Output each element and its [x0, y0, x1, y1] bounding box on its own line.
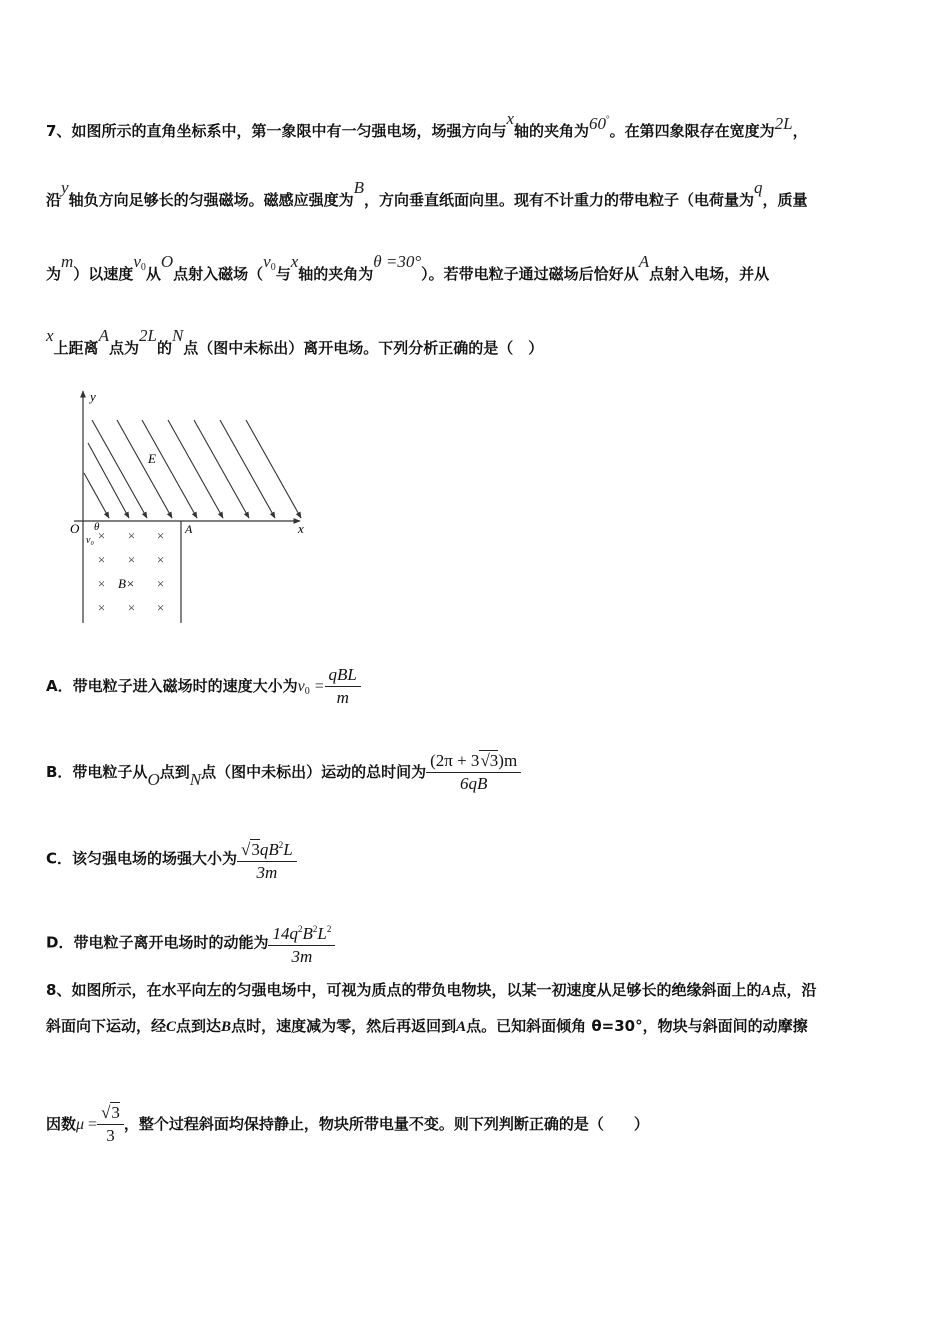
- math-symbol: y: [61, 178, 69, 197]
- math-symbol: N: [189, 770, 202, 789]
- math-symbol: A: [98, 326, 109, 345]
- x-axis-label: x: [298, 521, 304, 536]
- q7-line-4: x上距离A点为2L的N点（图中未标出）离开电场。下列分析正确的是（ ）: [46, 326, 544, 357]
- q7-line-1: 7、如图所示的直角坐标系中，第一象限中有一匀强电场，场强方向与x轴的夹角为60°。在第四象限存在宽度为2L，: [46, 109, 808, 140]
- fraction: $\frac{√3}{3}$: [97, 1102, 124, 1147]
- math-symbol: μ =: [76, 1116, 98, 1133]
- fraction: $\frac{(2\pi + 3√3)m}{6qB}$: [426, 750, 521, 795]
- math-symbol: q: [753, 178, 763, 197]
- svg-text:×: ×: [97, 576, 106, 591]
- math-symbol: x: [290, 252, 299, 271]
- math-symbol: x: [506, 109, 514, 128]
- svg-text:×: ×: [97, 600, 106, 615]
- E-label: E: [148, 451, 156, 466]
- q7-line-2: 沿y轴负方向足够长的匀强磁场。磁感应强度为B，方向垂直纸面向里。现有不计重力的带电粒子（电荷量为q，质量: [46, 178, 808, 209]
- origin-label: O: [70, 521, 80, 536]
- magnetic-field-crosses: [97, 528, 165, 615]
- q8-line-1: 8、如图所示，在水平向左的匀强电场中，可视为质点的带负电物块，以某一初速度从足够长的绝缘斜面上的A点，沿: [46, 981, 817, 999]
- math-symbol: 2L: [138, 326, 157, 345]
- math-symbol: $v_0$: [263, 252, 276, 273]
- option-A: A．带电粒子进入磁场时的速度大小为$v_0$ = $\frac{\text{qBL}}{m}$: [46, 664, 361, 709]
- q8-line-3: 因数μ = $\frac{√3}{3}$ ，整个过程斜面均保持静止，物块所带电量不变。则下列判断正确的是（ ）: [46, 1103, 649, 1145]
- math-symbol: $v_0$ =: [297, 678, 325, 697]
- svg-text:×: ×: [156, 528, 165, 543]
- question-number: 8、: [46, 981, 72, 999]
- svg-text:×: ×: [127, 528, 136, 543]
- math-symbol: O: [147, 770, 160, 789]
- q7-line-3: 为m）以速度$v_0$从O点射入磁场（$v_0$与x轴的夹角为θ =30°）。若带电粒子通过磁场后恰好从A点射入电场，并从: [46, 252, 770, 283]
- math-symbol: x: [46, 326, 54, 345]
- electric-field-lines: [84, 420, 301, 518]
- math-symbol: O: [160, 252, 174, 271]
- math-symbol: A: [638, 252, 650, 271]
- theta-label: θ: [94, 521, 100, 533]
- svg-text:×: ×: [97, 528, 106, 543]
- option-C: C．该匀强电场的场强大小为 $\frac{√3qB^2L}{3m}$: [46, 834, 297, 884]
- fraction: $\frac{\text{qBL}}{m}$: [325, 664, 361, 709]
- fraction: $\frac{14q^2B^2L^2}{3m}$: [268, 918, 335, 968]
- math-symbol: B: [353, 178, 364, 197]
- svg-text:×: ×: [97, 552, 106, 567]
- math-symbol: 60°: [589, 114, 610, 133]
- question-number: 7、: [46, 122, 72, 140]
- y-axis-label: y: [90, 389, 96, 404]
- math-symbol: $v_0$: [133, 252, 146, 273]
- math-symbol: m: [61, 252, 74, 271]
- svg-text:×: ×: [156, 552, 165, 567]
- fraction: $\frac{√3qB^2L}{3m}$: [237, 834, 297, 884]
- v0-label: v₀: [86, 535, 94, 546]
- B-label: B×: [118, 576, 135, 591]
- svg-text:×: ×: [156, 600, 165, 615]
- q8-line-2: 斜面向下运动，经C点到达B点时，速度减为零，然后再返回到A点。已知斜面倾角 θ=30°，物块与斜面间的动摩擦: [46, 1017, 808, 1035]
- option-B: B．带电粒子从O点到N点（图中未标出）运动的总时间为 $\frac{(2\pi + 3√3)m}{6qB}$: [46, 750, 521, 795]
- option-D: D．带电粒子离开电场时的动能为 $\frac{14q^2B^2L^2}{3m}$: [46, 918, 335, 968]
- svg-text:×: ×: [127, 600, 136, 615]
- math-symbol: 2L: [774, 114, 793, 133]
- svg-text:×: ×: [156, 576, 165, 591]
- math-symbol: θ =30°: [373, 252, 422, 271]
- point-A-label: A: [185, 522, 193, 536]
- svg-text:×: ×: [127, 552, 136, 567]
- math-symbol: N: [171, 326, 184, 345]
- field-diagram: [60, 385, 320, 630]
